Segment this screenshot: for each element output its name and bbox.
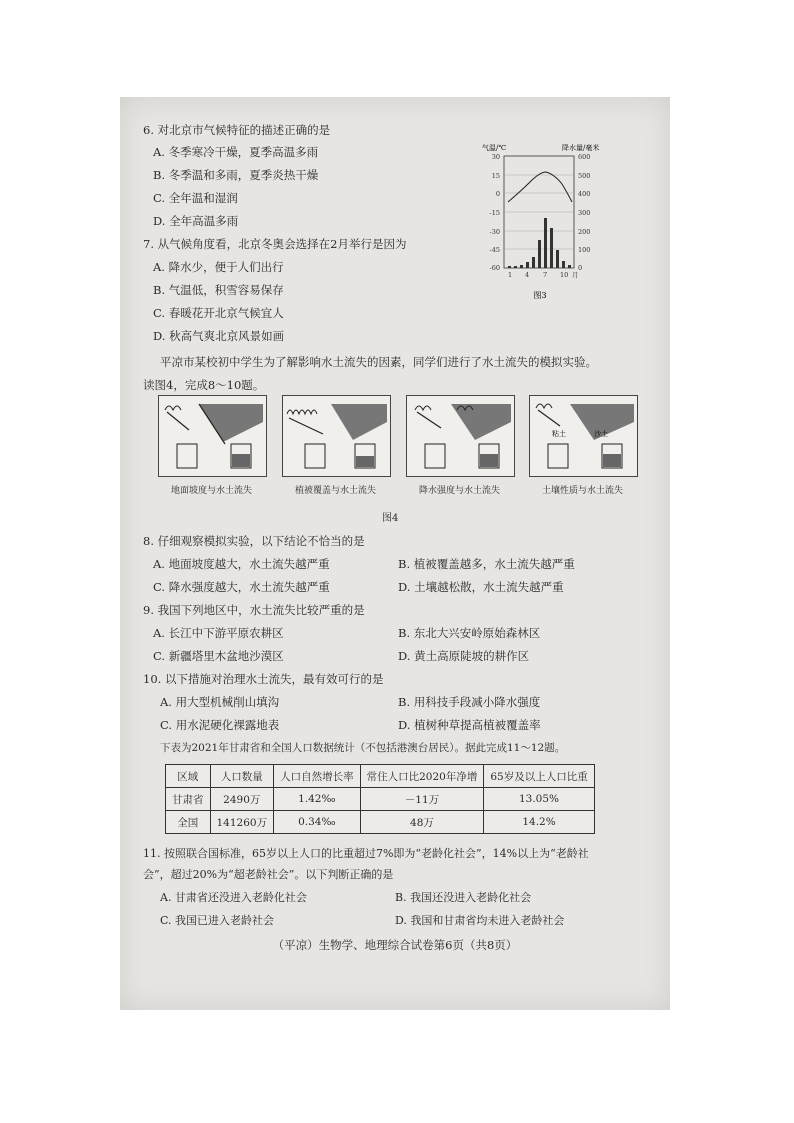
q7-option-c: C. 春暖花开北京气候宜人 (153, 306, 284, 320)
q7-option-d: D. 秋高气爽北京风景如画 (153, 329, 285, 343)
temp-tick: -45 (489, 246, 500, 254)
month-tick: 月 (572, 271, 579, 279)
soil-label-clay: 粘土 (552, 430, 566, 438)
panel-slope-caption: 地面坡度与水土流失 (170, 486, 252, 496)
precip-tick: 600 (578, 153, 591, 161)
q9-option-c: C. 新疆塔里木盆地沙漠区 (153, 649, 284, 663)
climate-chart-svg (480, 142, 620, 312)
table-header: 65岁及以上人口比重 (484, 765, 594, 788)
table-header: 区域 (166, 765, 211, 788)
figure3-caption: 图3 (533, 291, 547, 300)
q8-option-d: D. 土壤越松散，水土流失越严重 (398, 580, 564, 594)
intro-8-line1: 平凉市某校初中学生为了解影响水土流失的因素，同学们进行了水土流失的模拟实验。 (160, 355, 597, 369)
q8-stem: 8. 仔细观察模拟实验，以下结论不恰当的是 (143, 534, 365, 548)
temp-tick: 0 (495, 190, 500, 198)
precip-axis-label: 降水量/毫米 (562, 144, 600, 152)
table-header: 人口数量 (210, 765, 274, 788)
table-row (166, 811, 595, 834)
panel-soil (529, 395, 638, 477)
table-cell: 2490万 (210, 788, 274, 811)
q11-option-b: B. 我国还没进入老龄化社会 (395, 891, 532, 904)
q9-stem: 9. 我国下列地区中，水土流失比较严重的是 (143, 603, 365, 617)
table-cell: 0.34‰ (274, 811, 361, 834)
precip-bars (508, 218, 571, 268)
table-cell: 14.2% (484, 811, 594, 834)
panel-soil-caption: 土壤性质与水土流失 (541, 486, 623, 496)
figure4-experiment (158, 395, 636, 505)
panel-rainfall (406, 395, 515, 477)
panel-vegetation (282, 395, 391, 477)
precip-tick: 100 (578, 246, 591, 254)
q9-option-b: B. 东北大兴安岭原始森林区 (398, 626, 541, 640)
q8-option-c: C. 降水强度越大，水土流失越严重 (153, 580, 330, 594)
q11-option-c: C. 我国已进入老龄社会 (160, 914, 275, 927)
precip-tick: 300 (578, 209, 591, 217)
temp-tick: -15 (489, 209, 500, 217)
precip-tick: 500 (578, 172, 591, 180)
q6-stem: 6. 对北京市气候特征的描述正确的是 (143, 123, 331, 137)
q7-stem: 7. 从气候角度看，北京冬奥会选择在2月举行是因为 (143, 237, 407, 251)
table-row (166, 788, 595, 811)
figure4-caption: 图4 (382, 513, 399, 524)
q11-option-a: A. 甘肃省还没进入老龄化社会 (160, 891, 307, 904)
precip-tick: 200 (578, 228, 591, 236)
temperature-curve (508, 172, 572, 202)
month-tick: 10 (560, 271, 569, 279)
temp-axis-label: 气温/℃ (482, 144, 507, 152)
table-cell: 全国 (166, 811, 211, 834)
precip-tick: 400 (578, 190, 591, 198)
temp-tick: 30 (491, 153, 500, 161)
q6-option-c: C. 全年温和湿润 (153, 191, 238, 205)
table-intro: 下表为2021年甘肃省和全国人口数据统计（不包括港澳台居民）。据此完成11～12题。 (160, 742, 566, 754)
table-header: 人口自然增长率 (274, 765, 361, 788)
q8-option-a: A. 地面坡度越大，水土流失越严重 (153, 557, 330, 571)
table-cell: 1.42‰ (274, 788, 361, 811)
q10-option-c: C. 用水泥硬化裸露地表 (160, 718, 280, 732)
q8-option-b: B. 植被覆盖越多，水土流失越严重 (398, 557, 575, 571)
month-tick: 4 (525, 271, 530, 279)
panel-vegetation-caption: 植被覆盖与水土流失 (294, 486, 376, 496)
temp-tick: 15 (491, 172, 500, 180)
q10-option-d: D. 植树种草提高植被覆盖率 (398, 718, 541, 732)
q11-stem-line1: 11. 按照联合国标准，65岁以上人口的比重超过7%即为“老龄化社会”，14%以上为“老龄社 (143, 847, 589, 860)
figure3-climate-chart (480, 142, 620, 312)
month-tick: 1 (508, 271, 513, 279)
q10-stem: 10. 以下措施对治理水土流失，最有效可行的是 (143, 672, 384, 686)
q9-option-d: D. 黄土高原陡坡的耕作区 (398, 649, 530, 663)
q7-option-a: A. 降水少，便于人们出行 (153, 260, 284, 274)
precip-tick: 0 (578, 264, 583, 272)
table-cell: 141260万 (210, 811, 274, 834)
population-table (165, 764, 595, 834)
table-cell: 48万 (360, 811, 484, 834)
temp-tick: -60 (489, 264, 500, 272)
q6-option-b: B. 冬季温和多雨，夏季炎热干燥 (153, 168, 319, 182)
exam-page (120, 97, 670, 1010)
q7-option-b: B. 气温低，积雪容易保存 (153, 283, 284, 297)
q10-option-b: B. 用科技手段减小降水强度 (398, 695, 541, 709)
temp-tick: -30 (489, 228, 500, 236)
q11-option-d: D. 我国和甘肃省均未进入老龄社会 (395, 914, 565, 927)
panel-slope (158, 395, 267, 477)
month-tick: 7 (543, 271, 548, 279)
intro-8-line2: 读图4，完成8～10题。 (143, 378, 265, 392)
page-footer: （平凉）生物学、地理综合试卷第6页（共8页） (272, 938, 518, 952)
q11-stem-line2: 会”，超过20%为“超老龄社会”。以下判断正确的是 (143, 868, 394, 881)
table-header-row (166, 765, 595, 788)
table-cell: 13.05% (484, 788, 594, 811)
q6-option-a: A. 冬季寒冷干燥，夏季高温多雨 (153, 145, 319, 159)
q10-option-a: A. 用大型机械削山填沟 (160, 695, 280, 709)
q9-option-a: A. 长江中下游平原农耕区 (153, 626, 284, 640)
table-cell: －11万 (360, 788, 484, 811)
soil-label-sand: 沙土 (594, 430, 608, 438)
table-cell: 甘肃省 (166, 788, 211, 811)
q6-option-d: D. 全年高温多雨 (153, 214, 239, 228)
table-header: 常住人口比2020年净增 (360, 765, 484, 788)
panel-rainfall-caption: 降水强度与水土流失 (418, 486, 500, 496)
